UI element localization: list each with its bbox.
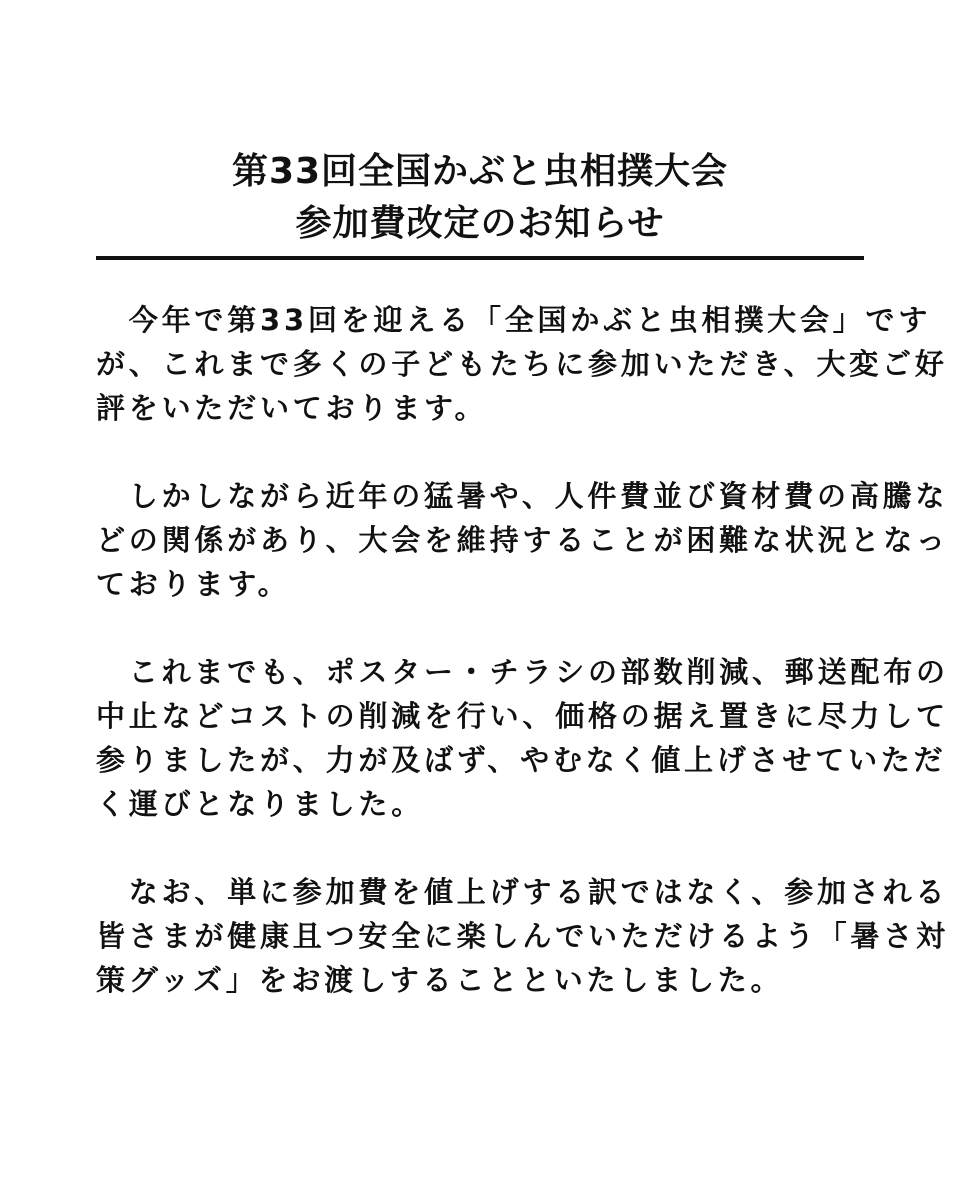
paragraph-1-line-3: 評をいただいております。 [96, 391, 488, 425]
paragraph-3 [96, 650, 949, 826]
paragraph-gap [96, 430, 864, 474]
paragraph-3-line-2: 中止などコストの削減を行い、価格の据え置きに尽力して [96, 699, 949, 733]
paragraph-gap [96, 606, 864, 650]
paragraph-2 [96, 474, 949, 606]
paragraph-1-line-1: 今年で第33回を迎える「全国かぶと虫相撲大会」です [96, 303, 932, 337]
title-divider [96, 256, 864, 260]
paragraph-4-line-3: 策グッズ」をお渡しすることといたしました。 [96, 963, 784, 997]
notice-body [96, 298, 949, 1002]
paragraph-gap [96, 826, 864, 870]
paragraph-2-line-3: ております。 [96, 567, 291, 601]
paragraph-3-line-3: 参りましたが、力が及ばず、やむなく値上げさせていただ [96, 743, 947, 777]
notice-title [0, 146, 960, 250]
paragraph-3-line-4: く運びとなりました。 [96, 787, 425, 821]
paragraph-4 [96, 870, 949, 1002]
title-line-2: 参加費改定のお知らせ [295, 203, 665, 244]
title-line-1: 第33回全国かぶと虫相撲大会 [231, 151, 729, 192]
paragraph-4-line-2: 皆さまが健康且つ安全に楽しんでいただけるよう「暑さ対 [96, 919, 949, 953]
paragraph-2-line-1: しかしながら近年の猛暑や、人件費並び資材費の高騰な [96, 479, 949, 513]
paragraph-2-line-2: どの関係があり、大会を維持することが困難な状況となっ [96, 523, 949, 557]
paragraph-4-line-1: なお、単に参加費を値上げする訳ではなく、参加される [96, 875, 949, 909]
paragraph-1 [96, 298, 948, 430]
paragraph-1-line-2: が、これまで多くの子どもたちに参加いただき、大変ご好 [96, 347, 948, 381]
paragraph-3-line-1: これまでも、ポスター・チラシの部数削減、郵送配布の [96, 655, 949, 689]
